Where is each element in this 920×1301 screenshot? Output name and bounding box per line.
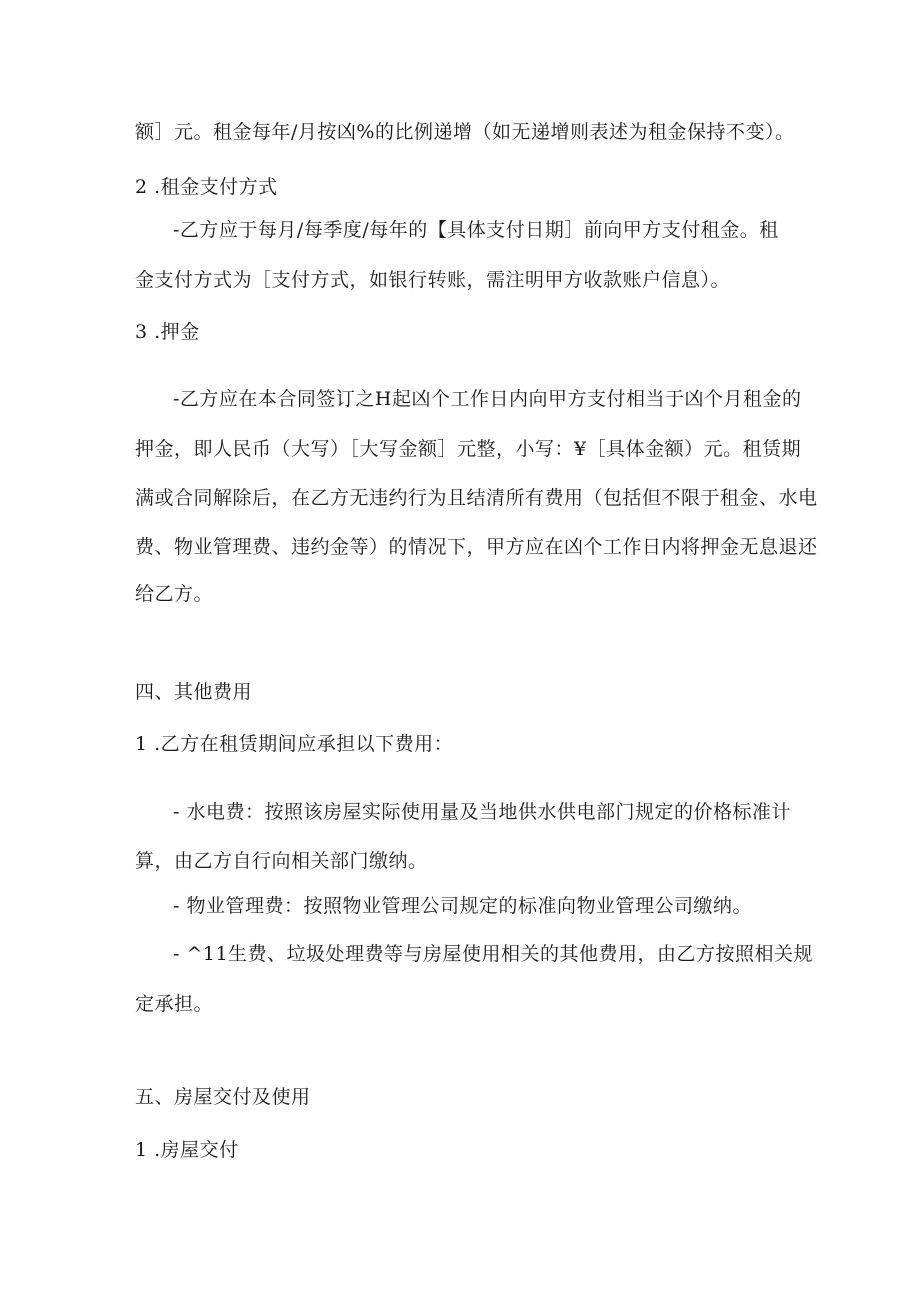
list-item-line: 定承担。	[135, 993, 214, 1015]
paragraph-line: 费、物业管理费、违约金等）的情况下，甲方应在凶个工作日内将押金无息退还	[135, 536, 818, 558]
paragraph-line: 金支付方式为［支付方式，如银行转账，需注明甲方收款账户信息）。	[135, 269, 731, 291]
section-heading: 3 .押金	[135, 321, 200, 343]
section-heading: 2 .租金支付方式	[135, 176, 278, 198]
chapter-heading: 五、房屋交付及使用	[135, 1086, 311, 1108]
list-item-line: - 水电费：按照该房屋实际使用量及当地供水供电部门规定的价格标准计	[173, 801, 791, 823]
list-item-line: - 物业管理费：按照物业管理公司规定的标准向物业管理公司缴纳。	[173, 895, 752, 917]
paragraph-line: 押金，即人民币（大写）［大写金额］元整，小写：¥［具体金额）元。租赁期	[135, 438, 802, 460]
section-heading: 1 .乙方在租赁期间应承担以下费用：	[135, 733, 454, 755]
paragraph-line: 额］元。租金每年/月按凶%的比例递增（如无递增则表述为租金保持不变）。	[135, 121, 795, 143]
section-heading: 1 .房屋交付	[135, 1139, 239, 1161]
paragraph-line: 满或合同解除后，在乙方无违约行为且结清所有费用（包括但不限于租金、水电	[135, 487, 818, 509]
paragraph-line: 给乙方。	[135, 583, 214, 605]
chapter-heading: 四、其他费用	[135, 681, 253, 703]
list-item-line: - ^11生费、垃圾处理费等与房屋使用相关的其他费用，由乙方按照相关规	[173, 943, 814, 965]
paragraph-line: -乙方应在本合同签订之H起凶个工作日内向甲方支付相当于凶个月租金的	[173, 388, 802, 410]
paragraph-line: -乙方应于每月/每季度/每年的【具体支付日期］前向甲方支付租金。租	[173, 219, 779, 241]
list-item-line: 算，由乙方自行向相关部门缴纳。	[135, 850, 428, 872]
